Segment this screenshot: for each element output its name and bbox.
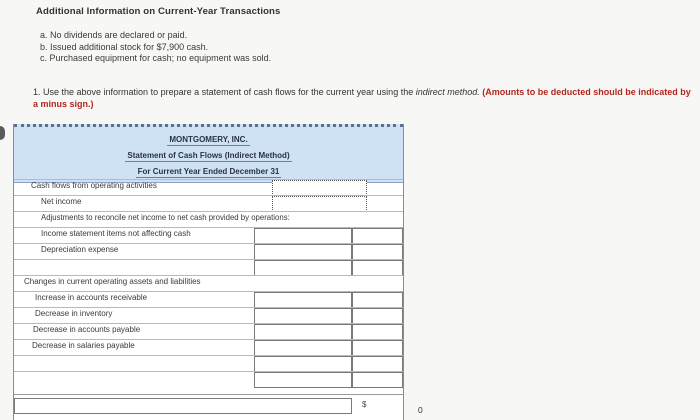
input-depreciation-amount[interactable]	[254, 244, 352, 260]
row-inventory	[14, 307, 403, 324]
statement-name: Statement of Cash Flows (Indirect Method)	[127, 151, 290, 160]
input-blank-3-total[interactable]	[352, 372, 403, 388]
info-item-b: b. Issued additional stock for $7,900 cash.	[40, 41, 209, 52]
input-noncash-total[interactable]	[352, 228, 403, 244]
instruction-note: (Amounts to be deducted should be indicated by a minus sign.)	[33, 87, 691, 109]
row-total	[14, 394, 403, 411]
row-label: Cash flows from operating activities	[31, 181, 157, 190]
input-operating-amount[interactable]	[272, 180, 367, 196]
input-net-income[interactable]	[272, 196, 367, 212]
row-label: Changes in current operating assets and liabilities	[24, 277, 201, 286]
input-blank-1-total[interactable]	[352, 260, 403, 276]
row-accounts-payable	[14, 323, 403, 340]
input-blank-2-total[interactable]	[352, 356, 403, 372]
input-blank-2-amount[interactable]	[254, 356, 352, 372]
row-blank-3	[14, 371, 403, 388]
statement-period: For Current Year Ended December 31	[137, 167, 280, 176]
input-accounts-receivable-total[interactable]	[352, 292, 403, 308]
row-label: Income statement items not affecting cash	[41, 229, 191, 238]
instruction-method: indirect method.	[415, 87, 480, 97]
row-salaries-payable	[14, 339, 403, 356]
row-label: Decrease in salaries payable	[32, 341, 135, 350]
input-blank-3-amount[interactable]	[254, 372, 352, 388]
input-salaries-payable-amount[interactable]	[254, 340, 352, 356]
input-salaries-payable-total[interactable]	[352, 340, 403, 356]
instruction-prefix: 1. Use the above information to prepare a statement of cash flows for the current year using the	[33, 87, 414, 97]
input-depreciation-total[interactable]	[352, 244, 403, 260]
row-label: Net income	[41, 197, 82, 206]
info-list	[40, 30, 271, 65]
row-label: Decrease in accounts payable	[33, 325, 141, 334]
row-label: Depreciation expense	[41, 245, 119, 254]
input-accounts-receivable-amount[interactable]	[254, 292, 352, 308]
row-label: Adjustments to reconcile net income to net cash provided by operations:	[41, 213, 290, 222]
row-label: Increase in accounts receivable	[35, 293, 148, 302]
total-value: 0	[418, 405, 423, 415]
cash-flow-statement	[13, 124, 404, 420]
instruction-text	[33, 87, 698, 110]
input-noncash-amount[interactable]	[254, 228, 352, 244]
info-title: Additional Information on Current-Year Transactions	[36, 6, 281, 17]
row-accounts-receivable	[14, 291, 403, 308]
info-item-c: c. Purchased equipment for cash; no equipment was sold.	[40, 53, 272, 63]
total-currency: $	[362, 400, 367, 409]
statement-company: MONTGOMERY, INC.	[169, 135, 248, 144]
info-item-a: a. No dividends are declared or paid.	[40, 30, 188, 40]
side-tab-handle[interactable]	[0, 126, 5, 140]
row-changes-heading	[14, 275, 403, 292]
row-noncash-items	[14, 227, 403, 244]
row-operating-heading	[14, 179, 403, 196]
row-blank-2	[14, 355, 403, 372]
row-label: Decrease in inventory	[35, 309, 113, 318]
input-accounts-payable-total[interactable]	[352, 324, 403, 340]
input-inventory-amount[interactable]	[254, 308, 352, 324]
row-adjustments-heading	[14, 211, 403, 228]
input-total-label[interactable]	[14, 398, 352, 414]
row-depreciation	[14, 243, 403, 260]
statement-header	[14, 124, 403, 183]
row-blank-1	[14, 259, 403, 276]
row-net-income	[14, 195, 403, 212]
input-blank-1-amount[interactable]	[254, 260, 352, 276]
input-accounts-payable-amount[interactable]	[254, 324, 352, 340]
input-inventory-total[interactable]	[352, 308, 403, 324]
